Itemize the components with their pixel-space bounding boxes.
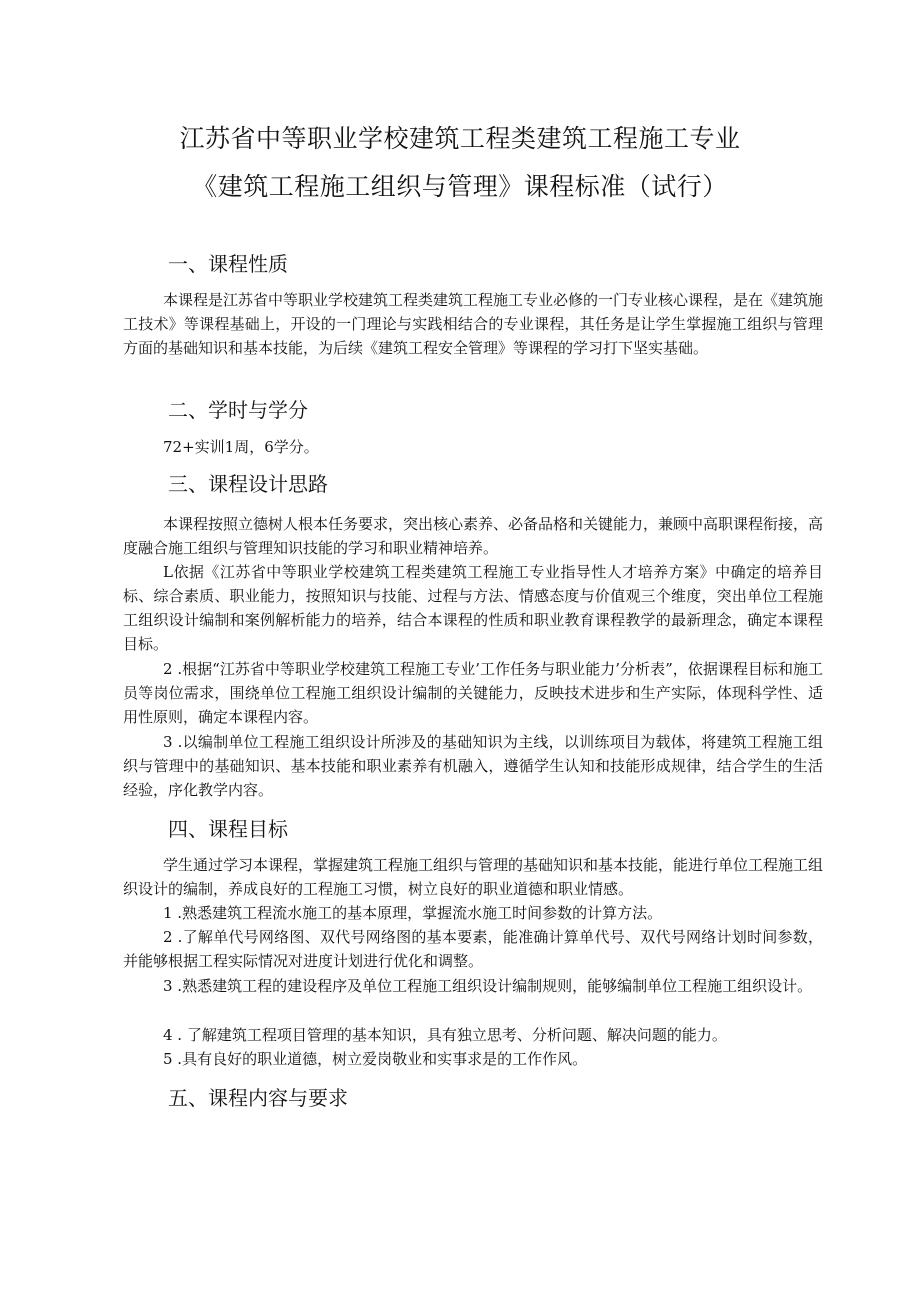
document-title-line2: 《建筑工程施工组织与管理》课程标准（试行） [192, 172, 728, 201]
paragraph-design-item-3: 3 .以编制单位工程施工组织设计所涉及的基础知识为主线，以训练项目为载体，将建筑工程施工组织与管理中的基础知识、基本技能和职业素养有机融入，遵循学生认知和技能形成规律，结合学生的生活经验，序化教学内容。 [123, 733, 823, 799]
objective-item-4: 4 . 了解建筑工程项目管理的基本知识，具有独立思考、分析问题、解决问题的能力。 [163, 1026, 727, 1044]
objective-item-5: 5 .具有良好的职业道德，树立爱岗敬业和实事求是的工作作风。 [163, 1050, 588, 1068]
section-heading-content-requirements: 五、课程内容与要求 [168, 1086, 348, 1110]
paragraph-design-intro: 本课程按照立德树人根本任务要求，突出核心素养、必备品格和关键能力，兼顾中高职课程衔接，高度融合施工组织与管理知识技能的学习和职业精神培养。 [123, 515, 824, 557]
paragraph-design-item-2: 2 .根据“江苏省中等职业学校建筑工程施工专业’工作任务与职业能力’分析表”，依据课程目标和施工员等岗位需求，围绕单位工程施工组织设计编制的关键能力，反映技术进步和生产实际，体现科学性、适用性原则，确定本课程内容。 [123, 660, 823, 726]
paragraph-objectives-intro: 学生通过学习本课程，掌握建筑工程施工组织与管理的基础知识和基本技能，能进行单位工程施工组织设计的编制，养成良好的工程施工习惯，树立良好的职业道德和职业情感。 [123, 856, 824, 898]
section-heading-design-ideas: 三、课程设计思路 [168, 472, 328, 496]
section-heading-hours-credits: 二、学时与学分 [168, 398, 308, 422]
paragraph-course-nature: 本课程是江苏省中等职业学校建筑工程类建筑工程施工专业必修的一门专业核心课程，是在《建筑施工技术》等课程基础上，开设的一门理论与实践相结合的专业课程，其任务是让学生掌握施工组织与管理方面的基础知识和基本技能，为后续《建筑工程安全管理》等课程的学习打下坚实基础。 [123, 291, 824, 357]
document-title-line1: 江苏省中等职业学校建筑工程类建筑工程施工专业 [179, 124, 741, 153]
section-heading-nature: 一、课程性质 [168, 252, 288, 276]
paragraph-design-item-1: L依据《江苏省中等职业学校建筑工程类建筑工程施工专业指导性人才培养方案》中确定的培养目标、综合素质、职业能力，按照知识与技能、过程与方法、情感态度与价值观三个维度，突出单位工程施工组织设计编制和案例解析能力的培养，结合本课程的性质和职业教育课程教学的最新理念，确定本课程目标。 [123, 563, 823, 653]
paragraph-hours-credits: 72+实训1周，6学分。 [163, 438, 319, 456]
objective-item-1: 1 .熟悉建筑工程流水施工的基本原理，掌握流水施工时间参数的计算方法。 [163, 904, 663, 922]
objective-item-2: 2 .了解单代号网络图、双代号网络图的基本要素，能准确计算单代号、双代号网络计划时间参数，并能够根据工程实际情况对进度计划进行优化和调整。 [123, 928, 823, 970]
section-heading-objectives: 四、课程目标 [168, 817, 288, 841]
objective-item-3: 3 .熟悉建筑工程的建设程序及单位工程施工组织设计编制规则，能够编制单位工程施工组织设计。 [163, 977, 813, 995]
